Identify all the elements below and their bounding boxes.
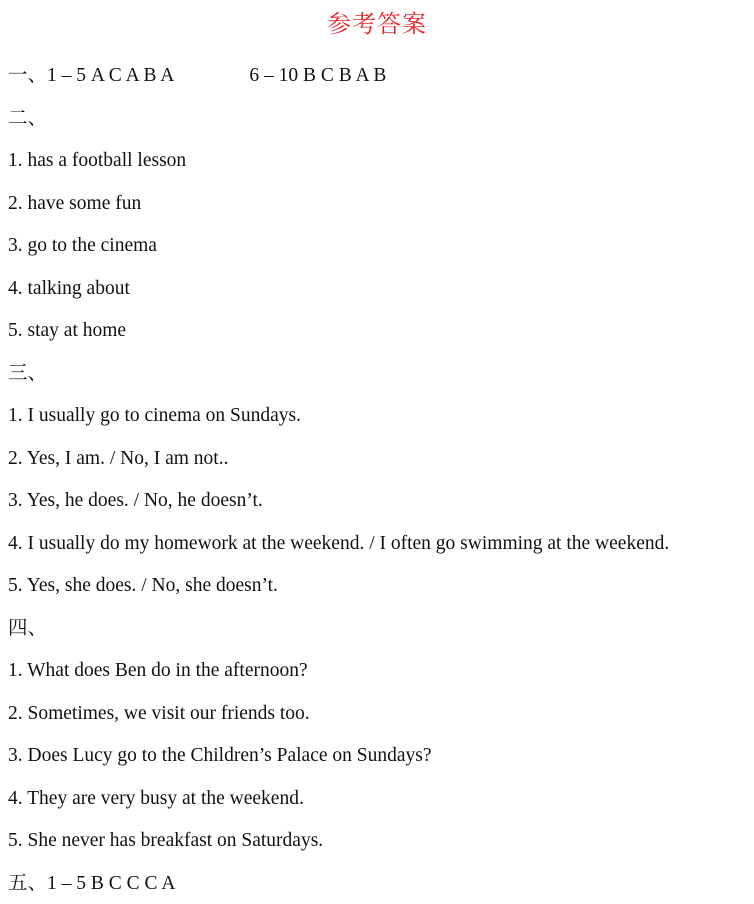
section-1-answers-a: 1 – 5 A C A B A [47,65,175,86]
section-5-line [8,872,175,896]
section-4-item: 1. What does Ben do in the afternoon? [8,660,308,681]
section-4-heading: 四、 [8,618,48,639]
section-3-item: 4. I usually do my homework at the weekend. / I often go swimming at the weekend. [8,533,670,554]
section-1-heading: 一、 [8,65,48,86]
section-5-heading: 五、 [8,873,48,894]
section-1-answers-b: 6 – 10 B C B A B [249,65,387,86]
section-2-item: 2. have some fun [8,193,142,214]
section-2-item: 5. stay at home [8,320,127,341]
section-3-item: 3. Yes, he does. / No, he doesn’t. [8,490,263,511]
section-5-answers: 1 – 5 B C C C A [47,873,176,894]
section-2-item: 1. has a football lesson [8,150,187,171]
section-3-heading: 三、 [8,363,48,384]
section-3-item: 2. Yes, I am. / No, I am not.. [8,448,229,469]
section-2-item: 4. talking about [8,278,130,299]
section-4-item: 3. Does Lucy go to the Children’s Palace on Sundays? [8,745,432,766]
section-4-item: 4. They are very busy at the weekend. [8,788,304,809]
section-4-item: 2. Sometimes, we visit our friends too. [8,703,310,724]
answer-key-title: 参考答案 [327,12,427,38]
section-3-item: 5. Yes, she does. / No, she doesn’t. [8,575,278,596]
section-2-item: 3. go to the cinema [8,235,157,256]
section-1-line [8,64,386,88]
section-3-item: 1. I usually go to cinema on Sundays. [8,405,302,426]
section-2-heading: 二、 [8,108,48,129]
section-4-item: 5. She never has breakfast on Saturdays. [8,830,324,851]
